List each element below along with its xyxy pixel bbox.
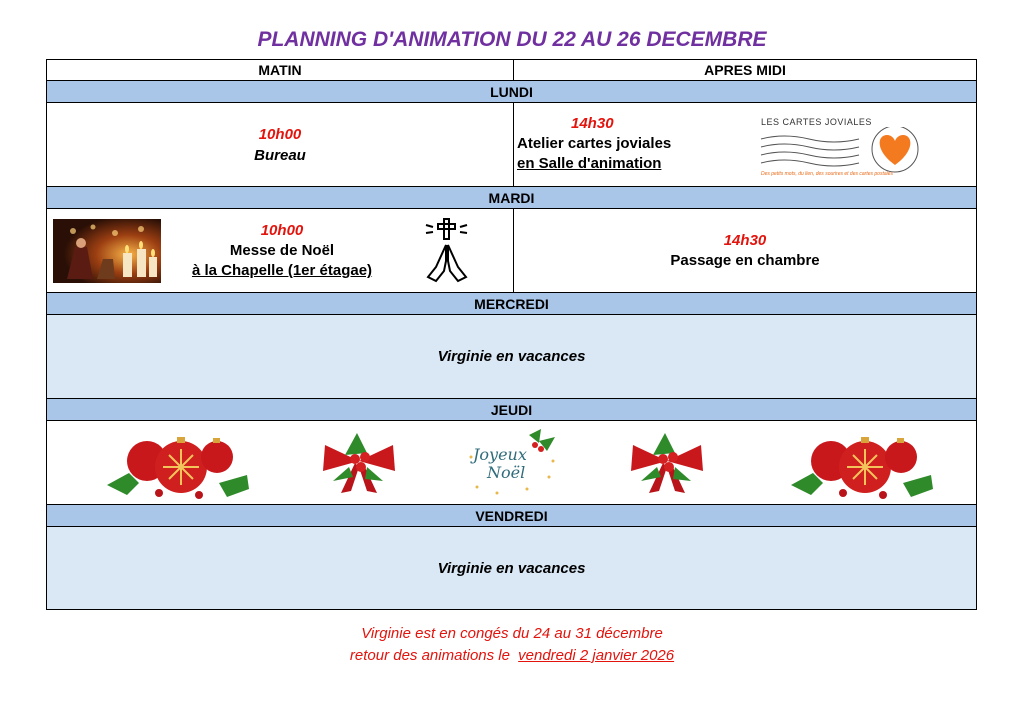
logo-tagline: Des petits mots, du lien, des sourires et des cartes postales	[761, 171, 894, 177]
tuesday-morning-cell	[167, 209, 397, 292]
column-header-afternoon: APRES MIDI	[704, 62, 786, 78]
monday-morning-activity: Bureau	[254, 146, 306, 164]
tuesday-afternoon-time: 14h30	[723, 232, 767, 249]
wednesday-note: Virginie en vacances	[47, 315, 976, 399]
tuesday-morning-line2: à la Chapelle (1er étagae)	[191, 262, 373, 279]
greeting-line1: Joyeux	[473, 445, 527, 464]
holly-bow-icon	[627, 427, 707, 497]
christmas-bauble-icon	[783, 423, 943, 503]
planning-table	[46, 59, 977, 610]
holly-bow-icon	[319, 427, 399, 497]
footer-line2-prefix: retour des animations le	[349, 647, 510, 664]
monday-afternoon-cell	[517, 115, 717, 172]
monday-afternoon-time: 14h30	[571, 115, 614, 132]
thursday-row	[47, 421, 976, 505]
monday-afternoon-line2: en Salle d'animation	[517, 155, 662, 172]
tuesday-morning-line1: Messe de Noël	[229, 242, 335, 259]
tuesday-morning-time: 10h00	[260, 222, 304, 239]
day-band-tuesday: MARDI	[47, 187, 976, 209]
monday-afternoon-line1: Atelier cartes joviales	[517, 135, 672, 152]
footer-line1: Virginie est en congés du 24 au 31 décembre	[361, 625, 663, 642]
friday-note: Virginie en vacances	[47, 527, 976, 609]
holly-sprig-icon	[467, 427, 561, 499]
monday-morning-time: 10h00	[258, 125, 302, 143]
joyeux-noel-card	[467, 427, 561, 499]
footer-return-date: vendredi 2 janvier 2026	[518, 647, 675, 664]
column-header-row	[47, 60, 976, 81]
praying-hands-cross-icon	[422, 217, 472, 283]
footer-line2	[0, 647, 1024, 664]
tuesday-row	[47, 209, 976, 293]
column-header-morning: MATIN	[258, 62, 302, 78]
logo-title: LES CARTES JOVIALES	[761, 117, 872, 127]
heart-icon	[880, 135, 911, 165]
monday-morning-cell	[47, 103, 513, 186]
day-band-thursday: JEUDI	[47, 399, 976, 421]
day-band-friday: VENDREDI	[47, 505, 976, 527]
day-band-monday: LUNDI	[47, 81, 976, 103]
greeting-line2: Noël	[487, 463, 526, 482]
day-band-wednesday: MERCREDI	[47, 293, 976, 315]
nativity-candles-photo	[53, 219, 161, 283]
cartes-joviales-logo	[759, 117, 924, 179]
tuesday-afternoon-cell	[514, 209, 976, 292]
page-title: PLANNING D'ANIMATION DU 22 AU 26 DECEMBRE	[257, 28, 767, 51]
monday-row	[47, 103, 976, 187]
christmas-bauble-icon	[99, 423, 259, 503]
tuesday-afternoon-activity: Passage en chambre	[670, 252, 820, 269]
